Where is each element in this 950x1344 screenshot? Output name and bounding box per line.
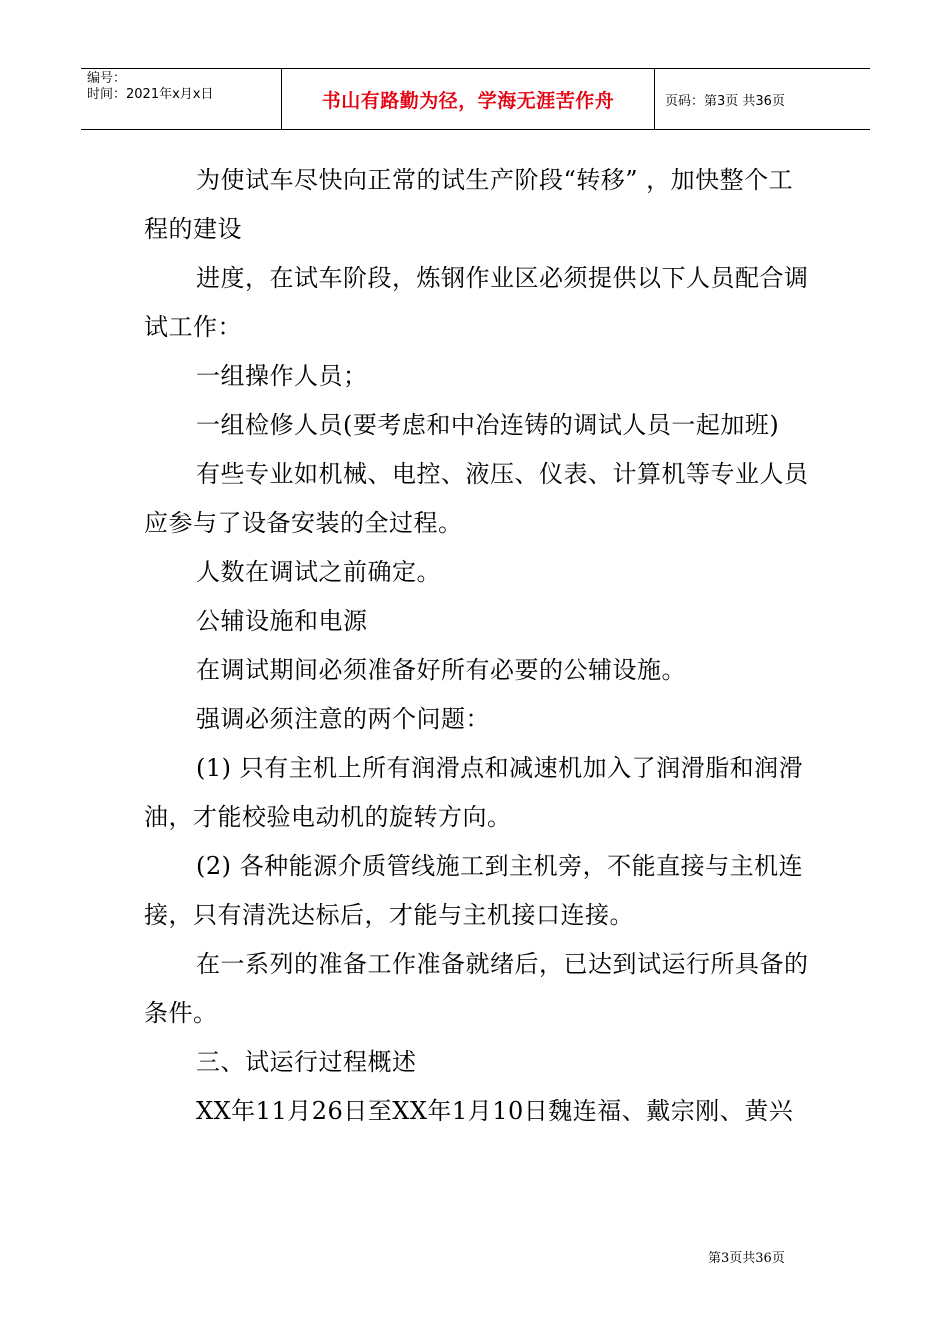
paragraph: 进度，在试车阶段，炼钢作业区必须提供以下人员配合调试工作： xyxy=(144,264,809,341)
header-motto: 书山有路勤为径，学海无涯苦作舟 xyxy=(282,69,655,129)
document-body xyxy=(144,156,809,1136)
paragraph: 人数在调试之前确定。 xyxy=(196,558,441,586)
paragraph: 在调试期间必须准备好所有必要的公辅设施。 xyxy=(196,656,686,684)
paragraph: 一组检修人员(要考虑和中冶连铸的调试人员一起加班) xyxy=(196,411,780,439)
document-date-label: 时间：2021年x月x日 xyxy=(87,87,214,102)
page-footer: 第3页共36页 xyxy=(708,1251,785,1266)
paragraph: 强调必须注意的两个问题： xyxy=(196,705,490,733)
section-heading: 三、试运行过程概述 xyxy=(196,1048,417,1076)
paragraph: 为使试车尽快向正常的试生产阶段“转移” ，加快整个工程的建设 xyxy=(144,166,794,243)
section-heading: 公辅设施和电源 xyxy=(196,607,368,635)
paragraph: 有些专业如机械、电控、液压、仪表、计算机等专业人员应参与了设备安装的全过程。 xyxy=(144,460,809,537)
page-header xyxy=(81,68,870,130)
list-item: (2) 各种能源介质管线施工到主机旁，不能直接与主机连接，只有清洗达标后，才能与主机接口连接。 xyxy=(144,852,804,929)
paragraph: XX年11月26日至XX年1月10日魏连福、戴宗刚、黄兴 xyxy=(196,1097,794,1125)
header-meta xyxy=(81,69,282,129)
list-item: (1) 只有主机上所有润滑点和减速机加入了润滑脂和润滑油，才能校验电动机的旋转方向。 xyxy=(144,754,804,831)
paragraph: 一组操作人员； xyxy=(196,362,368,390)
document-number-label: 编号： xyxy=(87,71,127,86)
paragraph: 在一系列的准备工作准备就绪后，已达到试运行所具备的条件。 xyxy=(144,950,809,1027)
header-page-number: 页码：第3页 共36页 xyxy=(665,93,785,109)
